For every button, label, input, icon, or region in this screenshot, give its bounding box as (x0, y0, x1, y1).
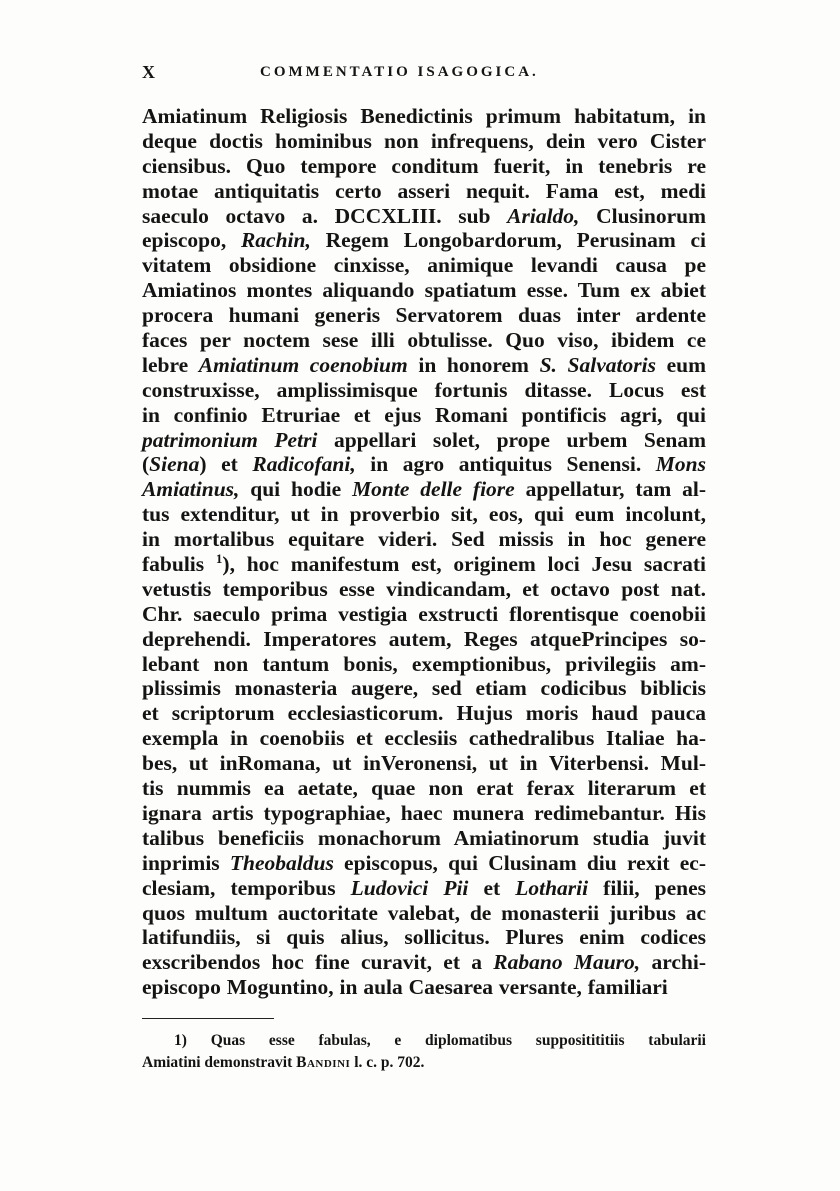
text-line: Chr. saeculo prima vestigia exstructi florentisque coenobii (142, 601, 706, 626)
text-line: tus extenditur, ut in proverbio sit, eos, qui eum incolunt, (142, 502, 706, 527)
text-line: episcopo Moguntino, in aula Caesarea versante, familiari (142, 975, 668, 1000)
italic-phrase: Radicofani, (252, 452, 356, 477)
text-line: Amiatinos montes aliquando spatiatum esse. Tum ex abiet (142, 278, 706, 303)
text-line: tis nummis ea aetate, quae non erat ferax literarum et (142, 776, 706, 801)
italic-phrase: Siena (149, 452, 200, 477)
text-line: ciensibus. Quo tempore conditum fuerit, in tenebris re (142, 153, 706, 178)
italic-phrase: Amiatinus, (142, 477, 240, 502)
italic-name: Rabano Mauro, (493, 950, 641, 975)
text-line: plissimis monasteria augere, sed etiam codicibus biblicis (142, 676, 706, 701)
page-number: X (142, 62, 156, 82)
text-line: construxisse, amplissimisque fortunis ditasse. Locus est (142, 377, 706, 402)
italic-phrase: S. Salvatoris (539, 352, 656, 377)
text-line: Amiatinus, qui hodie Monte delle fiore appellatur, tam al- (142, 477, 706, 502)
page-header (142, 62, 706, 92)
italic-name: Arialdo, (507, 203, 580, 228)
text-line: clesiam, temporibus Ludovici Pii et Lotharii filii, penes (142, 875, 707, 900)
italic-phrase: Monte delle fiore (352, 477, 515, 502)
text-line: latifundiis, si quis alius, sollicitus. Plures enim codices (142, 925, 706, 950)
text-line: (Siena) et Radicofani, in agro antiquitus Senensi. Mons (142, 452, 706, 477)
text-line: exempla in coenobiis et ecclesiis cathedralibus Italiae ha- (142, 726, 706, 751)
text-line: procera humani generis Servatorem duas inter ardente (142, 303, 706, 328)
body-text (142, 104, 706, 1000)
text-line: vetustis temporibus esse vindicandam, et octavo post nat. (142, 576, 706, 601)
text-line: talibus beneficiis monachorum Amiatinorum studia juvit (142, 825, 706, 850)
text-line: lebant non tantum bonis, exemptionibus, privilegiis am- (142, 651, 706, 676)
text-line: vitatem obsidione cinxisse, animique levandi causa pe (142, 253, 706, 278)
text-line: Amiatinum Religiosis Benedictinis primum habitatum, in (142, 104, 706, 128)
text-line: deque doctis hominibus non infrequens, dein vero Cister (142, 128, 706, 153)
text-line: inprimis Theobaldus episcopus, qui Clusinam diu rexit ec- (142, 850, 706, 875)
running-head: COMMENTATIO ISAGOGICA. (260, 64, 539, 80)
italic-phrase: Mons (655, 452, 706, 477)
text-line: lebre Amiatinum coenobium in honorem S. Salvatoris eum (142, 352, 706, 377)
author-name: Bandini (296, 1054, 351, 1071)
text-line: faces per noctem sese illi obtulisse. Quo viso, ibidem ce (142, 328, 706, 353)
text-line: episcopo, Rachin, Regem Longobardorum, Perusinam ci (142, 228, 706, 253)
text-line: exscribendos hoc fine curavit, et a Rabano Mauro, archi- (142, 950, 706, 975)
footnote-number: 1) (174, 1032, 187, 1049)
text-line: ignara artis typographiae, haec munera redimebantur. His (142, 800, 706, 825)
text-line: patrimonium Petri appellari solet, prope urbem Senam (142, 427, 707, 452)
text-line: fabulis $^1$), hoc manifestum est, originem loci Jesu sacrati (142, 550, 706, 577)
text-line: saeculo octavo a. DCCXLIII. sub Arialdo, Clusinorum (142, 203, 706, 228)
text-line: motae antiquitatis certo asseri nequit. Fama est, medi (142, 178, 706, 203)
footnote-line: Amiatini demonstravit Bandini l. c. p. 702. (142, 1054, 425, 1071)
text-line: et scriptorum ecclesiasticorum. Hujus moris haud pauca (142, 701, 706, 726)
italic-name: Ludovici Pii (350, 875, 469, 900)
footnote (142, 1030, 706, 1074)
text-line: quos multum auctoritate valebat, de monasterii juribus ac (142, 900, 706, 925)
italic-phrase: Amiatinum coenobium (198, 352, 408, 377)
footnote-reference[interactable]: 1 (215, 550, 223, 566)
text-line: deprehendi. Imperatores autem, Reges atquePrincipes so- (142, 626, 706, 651)
text-line: in mortalibus equitare videri. Sed missis in hoc genere (142, 527, 706, 552)
italic-name: Lotharii (515, 875, 589, 900)
text-line: bes, ut inRomana, ut inVeronensi, ut in Viterbensi. Mul- (142, 751, 706, 776)
italic-phrase: patrimonium Petri (142, 427, 318, 452)
text-line: in confinio Etruriae et ejus Romani pontificis agri, qui (142, 402, 706, 427)
footnote-line: 1) Quas esse fabulas, e diplomatibus suppositititiis tabularii (174, 1032, 706, 1049)
italic-name: Rachin, (240, 228, 311, 253)
footnote-separator (142, 1018, 274, 1019)
italic-name: Theobaldus (229, 850, 334, 875)
